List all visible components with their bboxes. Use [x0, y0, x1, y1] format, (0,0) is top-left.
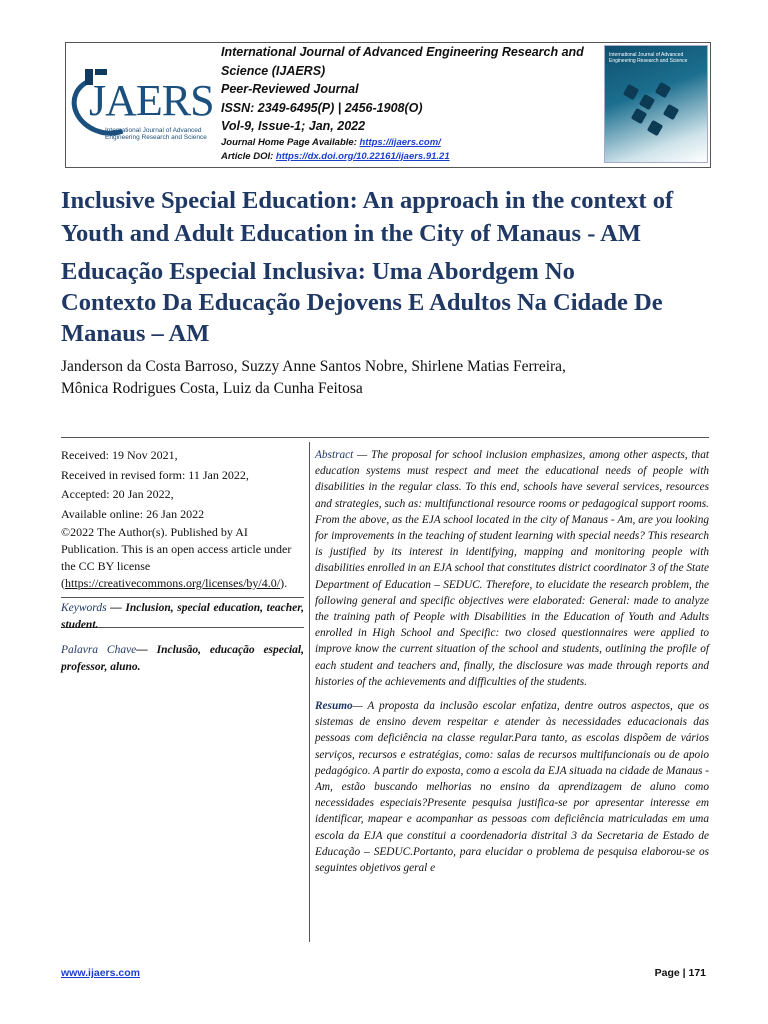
cover-shape: [639, 94, 655, 110]
journal-info: [221, 43, 601, 164]
palavras-label: Palavra Chave: [61, 644, 137, 656]
license-link[interactable]: https://creativecommons.org/licenses/by/4.0/: [65, 576, 281, 590]
abstract-label: Abstract: [315, 449, 354, 461]
cover-shape: [631, 108, 647, 124]
keywords-label: Keywords: [61, 602, 107, 614]
column-divider: [309, 442, 310, 942]
title-pt-line2: Contexto Da Educação Dejovens E Adultos Na Cidade De: [61, 289, 663, 316]
palavras-chave: Palavra Chave— Inclusão, educação especial, professor, aluno.: [61, 644, 304, 673]
cover-shape: [623, 84, 639, 100]
journal-logo: [69, 65, 217, 147]
title-pt-line1: Educação Especial Inclusiva: Uma Abordgem No: [61, 258, 575, 285]
license-notice: ©2022 The Author(s). Published by AI Publication. This is an open access article under the CC BY license (https://creativecommons.org/licenses/by/4.0/).: [61, 525, 292, 590]
online-date: Available online: 26 Jan 2022: [61, 506, 205, 521]
title-en-line1: Inclusive Special Education: An approach in the context of: [61, 187, 674, 214]
cover-shape: [663, 104, 679, 120]
journal-review: Peer-Reviewed Journal: [221, 82, 359, 96]
journal-homepage: Journal Home Page Available: https://ijaers.com/: [221, 136, 441, 148]
homepage-link[interactable]: https://ijaers.com/: [359, 136, 441, 148]
journal-cover-image: [604, 45, 708, 163]
cover-shape: [655, 82, 671, 98]
article-doi: Article DOI: https://dx.doi.org/10.22161/ijaers.91.21: [221, 150, 450, 162]
page-number: Page | 171: [654, 967, 706, 979]
journal-name-line1: International Journal of Advanced Engineering Research and: [221, 45, 584, 59]
keywords: Keywords — Inclusion, special education, teacher, student.: [61, 602, 304, 631]
title-en-line2: Youth and Adult Education in the City of Manaus - AM: [61, 220, 641, 247]
journal-issn: ISSN: 2349-6495(P) | 2456-1908(O): [221, 100, 423, 115]
journal-header: [65, 42, 711, 168]
journal-name-line2: Science (IJAERS): [221, 63, 326, 78]
abstract-en: Abstract — The proposal for school inclusion emphasizes, among other aspects, that education systems must respect and meet the educational needs of people with disabilities in the regular class. To this end, schools have several services, resources and strategies, such as: multifunctional resource rooms or pedagogical support rooms. From the above, as the EJA school located in the city of Manaus - Am, are you looking for improvements in the teaching of student learning with special needs? This research is justified by its interest in identifying, mapping and monitoring people with disabilities enrolled in an EJA school that constitutes district coordinator 3 of the State Department of Education – SEDUC. Therefore, to elucidate the research problem, the following general and specific objectives were elaborated: General: made to analyze the training path of People with Disabilities in the Education of Youth and Adults enrolled in High School and Specific: two closed questionnaires were applied to improve know the current situation of the school and students, outlining the profile of each student and teachers and, finally, the disclosure was made through reports and histories of the achievements and difficulties of the students.: [315, 449, 710, 688]
accepted-date: Accepted: 20 Jan 2022,: [61, 487, 174, 501]
abstract-column: [315, 447, 709, 884]
cover-shape: [647, 120, 663, 136]
doi-link[interactable]: https://dx.doi.org/10.22161/ijaers.91.21: [275, 150, 450, 162]
abstract-pt: Resumo— A proposta da inclusão escolar enfatiza, dentre outros aspectos, que os sistemas de ensino devem respeitar e atender às necessidades educacionais das pessoas com deficiência na classe regular.Para tanto, as escolas dispõem de vários serviços, recursos e estratégias, como: salas de recursos multifuncionais ou de apoio pedagógico. A partir do exposta, como a escola da EJA situada na cidade de Manaus - Am, estão buscando melhorias no ensino da aprendizagem de aluno como necessidades especiais?Presente pesquisa justifica-se por apresentar interesse em identificar, mapear e acompanhar as pessoas com deficiência matriculadas em uma escola da EJA que constitui a coordenadoria distrital 3 da Secretaria de Estado de Educação – SEDUC.Portanto, para elucidar o problema de pesquisa elaborou-se os seguintes objetivos geral e: [315, 700, 709, 875]
title-pt-line3: Manaus – AM: [61, 320, 210, 347]
authors-line1: Janderson da Costa Barroso, Suzzy Anne Santos Nobre, Shirlene Matias Ferreira,: [61, 358, 566, 375]
article-info-column: [61, 446, 304, 676]
cover-title: International Journal of Advanced Engineering Research and Science: [609, 52, 688, 64]
authors-line2: Mônica Rodrigues Costa, Luiz da Cunha Feitosa: [61, 380, 363, 397]
logo-subtitle: International Journal of Advanced Engineering Research and Science: [105, 127, 207, 141]
section-divider: [61, 437, 709, 438]
revised-date: Received in revised form: 11 Jan 2022,: [61, 467, 249, 482]
logo-wordmark: JAERS: [89, 76, 214, 125]
received-date: Received: 19 Nov 2021,: [61, 448, 178, 462]
journal-volume: Vol-9, Issue-1; Jan, 2022: [221, 119, 366, 133]
resumo-label: Resumo: [315, 700, 353, 713]
footer-site-link[interactable]: www.ijaers.com: [61, 967, 140, 979]
author-list: [61, 356, 721, 400]
